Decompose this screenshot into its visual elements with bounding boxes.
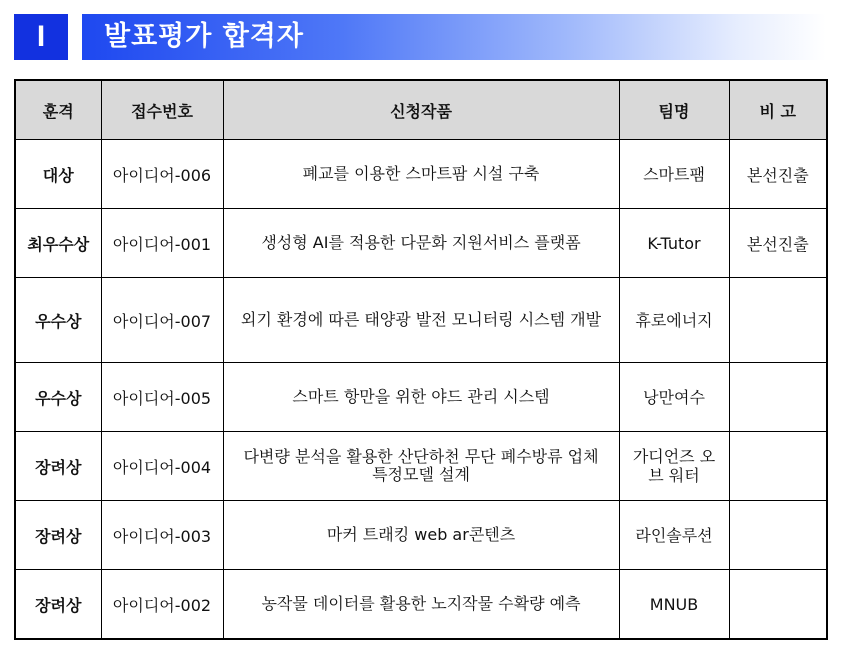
- work-cell: 마커 트래킹 web ar콘텐츠: [223, 501, 619, 570]
- table-row: [15, 278, 827, 363]
- team-cell: 가디언즈 오브 워터: [619, 432, 729, 501]
- column-header-work: 신청작품: [223, 80, 619, 140]
- note-cell: 본선진출: [729, 140, 827, 209]
- entry-no-cell: 아이디어-001: [101, 209, 223, 278]
- section-number-badge: I: [14, 14, 68, 60]
- team-cell: 휴로에너지: [619, 278, 729, 363]
- work-cell: 생성형 AI를 적용한 다문화 지원서비스 플랫폼: [223, 209, 619, 278]
- column-header-team: 팀명: [619, 80, 729, 140]
- entry-no-cell: 아이디어-004: [101, 432, 223, 501]
- entry-no-cell: 아이디어-006: [101, 140, 223, 209]
- team-cell: K-Tutor: [619, 209, 729, 278]
- entry-no-cell: 아이디어-002: [101, 570, 223, 640]
- section-header: [14, 10, 826, 64]
- table-row: [15, 140, 827, 209]
- work-cell: 다변량 분석을 활용한 산단하천 무단 폐수방류 업체 특정모델 설계: [223, 432, 619, 501]
- table-row: [15, 432, 827, 501]
- award-cell: 장려상: [15, 501, 101, 570]
- team-cell: 스마트팸: [619, 140, 729, 209]
- entry-no-cell: 아이디어-005: [101, 363, 223, 432]
- table-row: [15, 501, 827, 570]
- note-cell: [729, 432, 827, 501]
- table-header-row: [15, 80, 827, 140]
- entry-no-cell: 아이디어-003: [101, 501, 223, 570]
- note-cell: [729, 278, 827, 363]
- title-bar: [82, 14, 826, 60]
- column-header-award: 훈격: [15, 80, 101, 140]
- page-title: 발표평가 합격자: [104, 21, 304, 52]
- note-cell: 본선진출: [729, 209, 827, 278]
- award-cell: 장려상: [15, 570, 101, 640]
- award-cell: 우수상: [15, 363, 101, 432]
- column-header-entry-no: 접수번호: [101, 80, 223, 140]
- team-cell: 라인솔루션: [619, 501, 729, 570]
- team-cell: 낭만여수: [619, 363, 729, 432]
- note-cell: [729, 363, 827, 432]
- work-cell: 폐교를 이용한 스마트팜 시설 구축: [223, 140, 619, 209]
- team-cell: MNUB: [619, 570, 729, 640]
- award-cell: 대상: [15, 140, 101, 209]
- work-cell: 농작물 데이터를 활용한 노지작물 수확량 예측: [223, 570, 619, 640]
- award-cell: 최우수상: [15, 209, 101, 278]
- results-table: [14, 79, 828, 640]
- award-cell: 우수상: [15, 278, 101, 363]
- column-header-note: 비 고: [729, 80, 827, 140]
- work-cell: 외기 환경에 따른 태양광 발전 모니터링 시스템 개발: [223, 278, 619, 363]
- note-cell: [729, 570, 827, 640]
- entry-no-cell: 아이디어-007: [101, 278, 223, 363]
- table-row: [15, 363, 827, 432]
- table-row: [15, 209, 827, 278]
- work-cell: 스마트 항만을 위한 야드 관리 시스템: [223, 363, 619, 432]
- table-row: [15, 570, 827, 640]
- note-cell: [729, 501, 827, 570]
- award-cell: 장려상: [15, 432, 101, 501]
